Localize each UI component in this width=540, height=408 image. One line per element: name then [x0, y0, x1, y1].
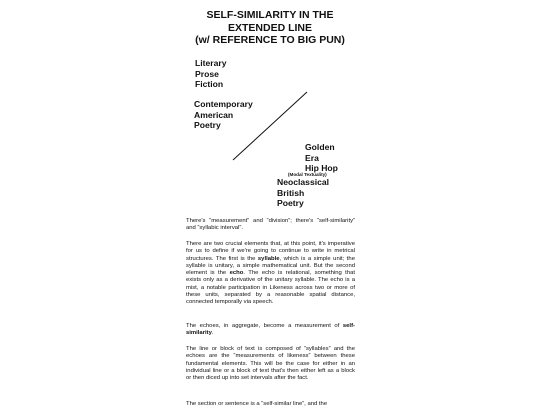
label-golden-era-hip-hop	[305, 142, 338, 174]
term-self-similarity: self-similarity	[186, 323, 355, 337]
paragraph-5: The section or sentence is a “self-similar line”, and the	[186, 401, 328, 407]
paragraph-3-text: .	[211, 330, 214, 337]
title-line-1: SELF-SIMILARITY IN THE	[206, 9, 334, 21]
label-line: Prose	[195, 68, 219, 79]
label-line: Neoclassical	[277, 177, 330, 187]
label-line: Golden	[305, 142, 335, 152]
paragraph-3	[186, 323, 355, 338]
label-line: Hip Hop	[305, 163, 338, 174]
label-line: British	[277, 187, 305, 198]
label-line: Poetry	[277, 198, 304, 209]
title-line-2: EXTENDED LINE	[227, 21, 312, 34]
term-echo: echo	[229, 270, 244, 277]
paragraph-2-text: . The echo is relational, something that exists only as a derivative of the unitary syllable. The echo is a mist, a notable participation in Likeness across two or more of these units, separated by a reasonable spatial distance, connected temporally via speech.	[186, 270, 356, 306]
paragraph-2	[186, 241, 355, 307]
label-line: Poetry	[194, 120, 221, 131]
paragraph-1: There's “measurement” and “division”; there's “self-similarity” and “syllabic interval”.	[186, 218, 355, 232]
note-modal-textuality: (Modal Textuality)	[288, 172, 327, 177]
title-line-3: (w/ REFERENCE TO BIG PUN)	[195, 34, 345, 46]
diagonal-line	[233, 92, 307, 160]
label-line: Contemporary	[194, 99, 253, 109]
paragraph-2-text: There are two crucial elements that, at this point, it's imperative for us to define if we're going to continue to write in metrical structures. The first is the	[186, 241, 355, 262]
paragraph-4: The line or block of text is composed of “syllables” and the echoes are the “measurements of likeness” between these fundamental elements. This will be the case for either in an individual line or a block of text that's then either left as a block or then diced up into set intervals after the fact.	[186, 346, 355, 382]
paragraph-2-text: , which is a simple unit; the syllable is unitary, a simple mathematical unit. But the second element is the	[186, 255, 355, 277]
term-syllable: syllable	[257, 255, 280, 262]
label-line: American	[194, 109, 234, 120]
paragraph-3-text: The echoes, in aggregate, become a measurement of	[186, 323, 343, 329]
label-line: Fiction	[195, 79, 224, 90]
label-line: Era	[305, 152, 319, 163]
label-line: Literary	[195, 58, 227, 68]
label-neoclassical-british-poetry	[277, 177, 329, 209]
